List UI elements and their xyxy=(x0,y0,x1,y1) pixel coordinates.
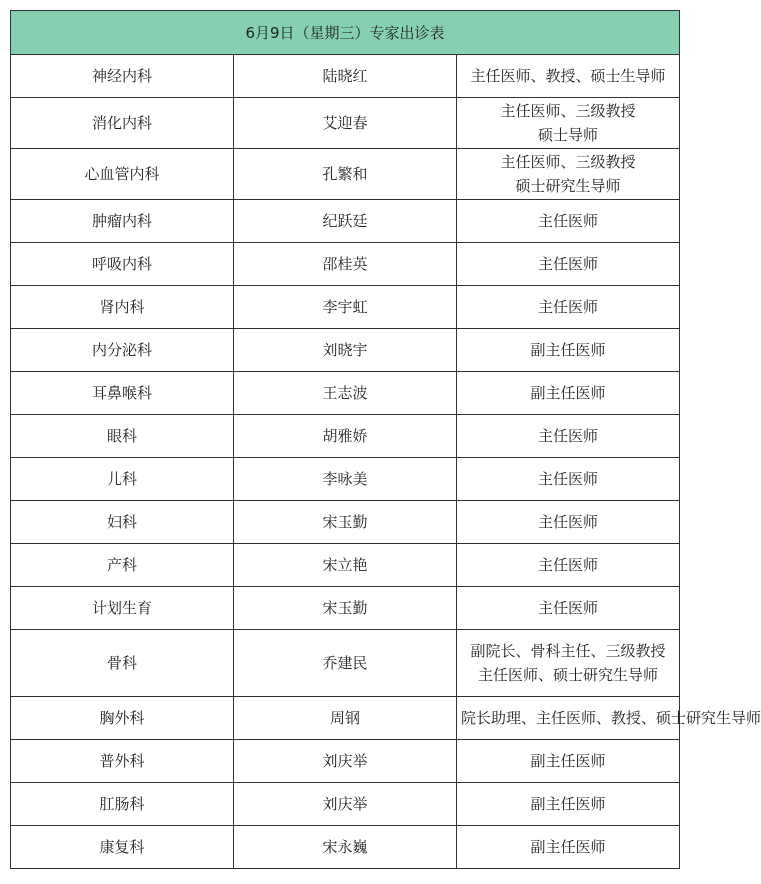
table-body xyxy=(11,55,761,869)
department-cell: 肛肠科 xyxy=(11,783,234,826)
doctor-title-cell xyxy=(457,372,680,415)
schedule-container xyxy=(10,10,761,869)
department-cell: 康复科 xyxy=(11,826,234,869)
doctor-name-cell: 刘庆举 xyxy=(234,740,457,783)
department-cell: 胸外科 xyxy=(11,697,234,740)
department-cell: 儿科 xyxy=(11,458,234,501)
table-row xyxy=(11,98,680,149)
department-cell: 眼科 xyxy=(11,415,234,458)
doctor-title-line: 主任医师 xyxy=(537,513,598,531)
doctor-title-line: 主任医师 xyxy=(537,470,598,488)
table-row xyxy=(11,243,680,286)
doctor-title-cell xyxy=(457,630,680,697)
doctor-title-cell xyxy=(457,740,680,783)
doctor-name-cell: 陆晓红 xyxy=(234,55,457,98)
doctor-title-cell xyxy=(457,286,680,329)
department-cell: 耳鼻喉科 xyxy=(11,372,234,415)
table-row xyxy=(11,630,680,697)
doctor-name-cell: 艾迎春 xyxy=(234,98,457,149)
doctor-title-cell xyxy=(457,149,680,200)
doctor-title-line: 主任医师 xyxy=(537,599,598,617)
doctor-name-cell: 刘晓宇 xyxy=(234,329,457,372)
doctor-title-line: 副主任医师 xyxy=(530,838,606,856)
department-cell: 产科 xyxy=(11,544,234,587)
table-row xyxy=(11,286,680,329)
department-cell: 神经内科 xyxy=(11,55,234,98)
department-cell: 内分泌科 xyxy=(11,329,234,372)
doctor-title-line: 副院长、骨科主任、三级教授 xyxy=(470,642,666,660)
table-row xyxy=(11,501,680,544)
doctor-name-cell: 乔建民 xyxy=(234,630,457,697)
doctor-title-cell xyxy=(457,98,680,149)
table-row xyxy=(11,329,680,372)
doctor-title-line: 主任医师、教授、硕士生导师 xyxy=(470,67,666,85)
doctor-name-cell: 宋玉勤 xyxy=(234,501,457,544)
doctor-title-line: 院长助理、主任医师、教授、硕士研究生导师 xyxy=(461,709,761,727)
doctor-name-cell: 李咏美 xyxy=(234,458,457,501)
doctor-title-cell xyxy=(457,783,680,826)
table-title: 6月9日（星期三）专家出诊表 xyxy=(11,11,680,55)
doctor-title-line: 主任医师、三级教授 xyxy=(500,153,636,171)
expert-schedule-table xyxy=(10,10,761,869)
doctor-title-cell xyxy=(457,458,680,501)
doctor-name-cell: 李宇虹 xyxy=(234,286,457,329)
doctor-title-line: 主任医师 xyxy=(537,255,598,273)
doctor-title-line: 副主任医师 xyxy=(530,384,606,402)
department-cell: 消化内科 xyxy=(11,98,234,149)
doctor-title-cell xyxy=(457,587,680,630)
doctor-title-line: 主任医师 xyxy=(537,427,598,445)
table-row xyxy=(11,372,680,415)
table-row xyxy=(11,415,680,458)
department-cell: 肿瘤内科 xyxy=(11,200,234,243)
doctor-name-cell: 纪跃廷 xyxy=(234,200,457,243)
doctor-title-cell xyxy=(457,200,680,243)
doctor-title-line: 主任医师 xyxy=(537,298,598,316)
table-row xyxy=(11,458,680,501)
department-cell: 呼吸内科 xyxy=(11,243,234,286)
doctor-name-cell: 邵桂英 xyxy=(234,243,457,286)
doctor-title-line: 副主任医师 xyxy=(530,752,606,770)
doctor-title-line: 副主任医师 xyxy=(530,795,606,813)
table-row xyxy=(11,826,680,869)
doctor-title-line: 主任医师、三级教授 xyxy=(500,102,636,120)
table-row xyxy=(11,740,680,783)
doctor-name-cell: 王志波 xyxy=(234,372,457,415)
doctor-title-cell xyxy=(457,826,680,869)
doctor-name-cell: 刘庆举 xyxy=(234,783,457,826)
doctor-title-cell xyxy=(457,55,680,98)
doctor-title-cell xyxy=(457,697,761,740)
doctor-name-cell: 宋立艳 xyxy=(234,544,457,587)
doctor-title-line: 主任医师 xyxy=(537,212,598,230)
doctor-title-cell xyxy=(457,544,680,587)
doctor-name-cell: 孔繁和 xyxy=(234,149,457,200)
table-row xyxy=(11,544,680,587)
doctor-name-cell: 周钢 xyxy=(234,697,457,740)
doctor-name-cell: 胡雅娇 xyxy=(234,415,457,458)
table-row xyxy=(11,149,680,200)
doctor-title-line: 硕士导师 xyxy=(537,126,598,144)
doctor-title-cell xyxy=(457,501,680,544)
department-cell: 肾内科 xyxy=(11,286,234,329)
doctor-name-cell: 宋永巍 xyxy=(234,826,457,869)
department-cell: 心血管内科 xyxy=(11,149,234,200)
doctor-title-line: 硕士研究生导师 xyxy=(515,177,621,195)
department-cell: 妇科 xyxy=(11,501,234,544)
table-row xyxy=(11,587,680,630)
table-row xyxy=(11,55,680,98)
department-cell: 普外科 xyxy=(11,740,234,783)
table-row xyxy=(11,783,680,826)
table-row xyxy=(11,697,680,740)
department-cell: 骨科 xyxy=(11,630,234,697)
doctor-title-line: 副主任医师 xyxy=(530,341,606,359)
department-cell: 计划生育 xyxy=(11,587,234,630)
doctor-title-cell xyxy=(457,415,680,458)
doctor-title-line: 主任医师、硕士研究生导师 xyxy=(477,666,658,684)
doctor-title-cell xyxy=(457,329,680,372)
doctor-title-line: 主任医师 xyxy=(537,556,598,574)
table-row xyxy=(11,200,680,243)
doctor-name-cell: 宋玉勤 xyxy=(234,587,457,630)
doctor-title-cell xyxy=(457,243,680,286)
